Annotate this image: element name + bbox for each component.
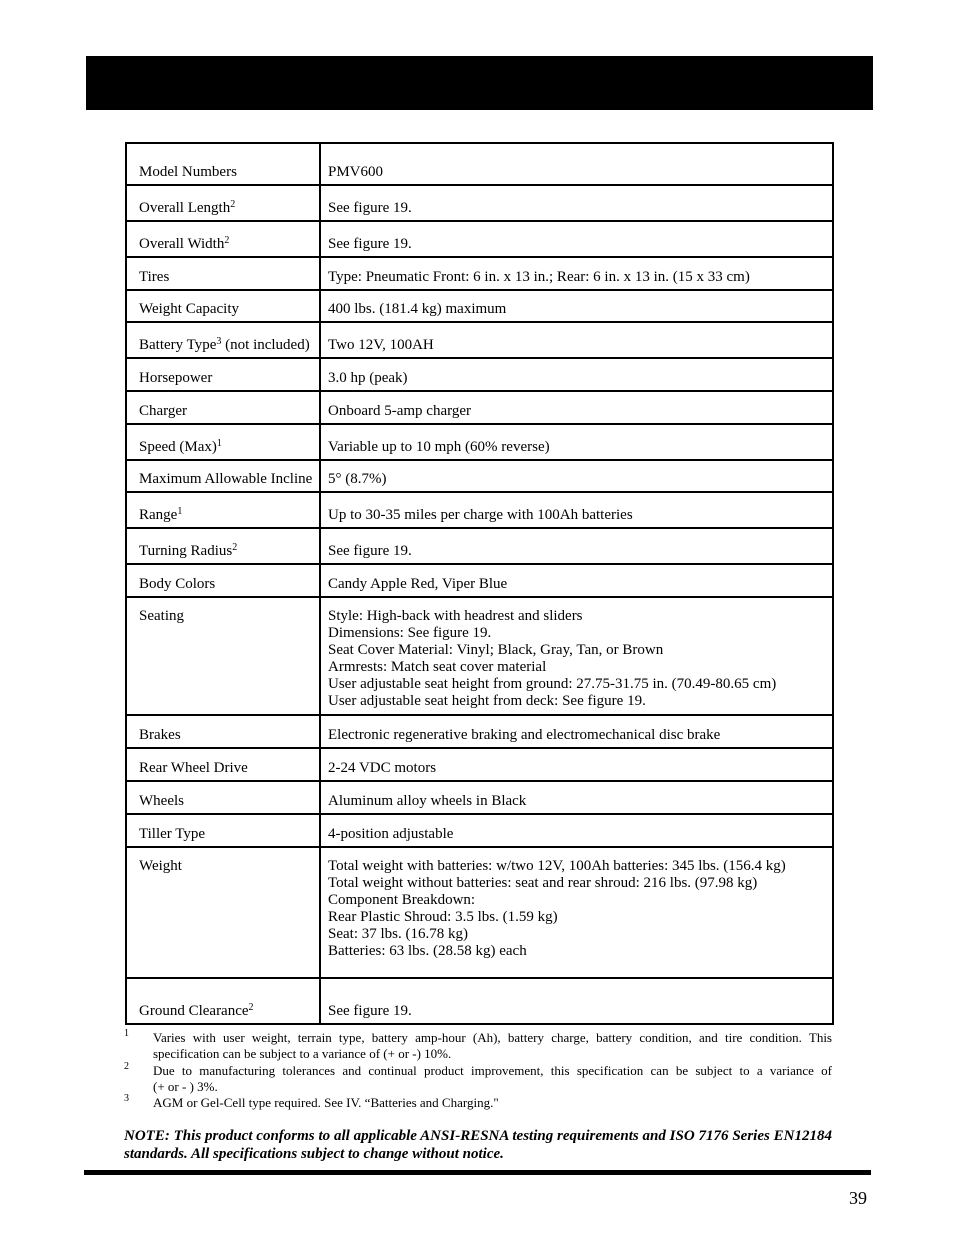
spec-value: Dimensions: See figure 19. [328,625,492,641]
spec-label: Speed (Max) [139,439,217,455]
spec-label: Tiller Type [139,826,206,842]
spec-value-cell [320,597,833,715]
spec-label-cell [126,597,320,715]
footnote [124,1095,832,1111]
compliance-note: NOTE: This product conforms to all applicable ANSI-RESNA testing requirements and ISO 7176 Series EN12184 standards. All specifications subject to change without notice. [124,1128,832,1162]
spec-label-cell [126,460,320,492]
spec-label-cell [126,814,320,847]
spec-row [126,257,833,290]
spec-label: Overall Width [139,236,225,252]
spec-value-cell [320,290,833,322]
footer-rule [84,1170,871,1175]
spec-label-cell [126,185,320,221]
spec-row [126,460,833,492]
spec-value-cell [320,143,833,185]
spec-value: Type: Pneumatic Front: 6 in. x 13 in.; Rear: 6 in. x 13 in. (15 x 33 cm) [328,269,750,285]
spec-value: Seat: 37 lbs. (16.78 kg) [328,926,468,942]
footnote-reference: 2 [230,199,236,210]
spec-value-cell [320,528,833,564]
spec-label: Horsepower [139,370,213,386]
spec-value-cell [320,978,833,1024]
spec-label: Ground Clearance [139,1003,249,1019]
page-number: 39 [849,1188,867,1208]
spec-value: 4-position adjustable [328,826,454,842]
spec-value: Onboard 5-amp charger [328,403,471,419]
spec-value: Total weight without batteries: seat and rear shroud: 216 lbs. (97.98 kg) [328,875,758,891]
spec-label: Battery Type [139,337,217,353]
spec-value-cell [320,221,833,257]
footnote-mark: 3 [124,1093,129,1104]
spec-value: Variable up to 10 mph (60% reverse) [328,439,550,455]
spec-value: See figure 19. [328,236,412,252]
spec-value-cell [320,492,833,528]
spec-value: 400 lbs. (181.4 kg) maximum [328,301,507,317]
spec-label-cell [126,424,320,460]
spec-value: Candy Apple Red, Viper Blue [328,576,508,592]
spec-label-cell [126,290,320,322]
spec-label: Rear Wheel Drive [139,760,248,776]
spec-value: User adjustable seat height from ground: 27.75-31.75 in. (70.49-80.65 cm) [328,676,777,692]
spec-row [126,221,833,257]
spec-label: Seating [139,608,184,624]
spec-value-cell [320,781,833,814]
spec-value: Up to 30-35 miles per charge with 100Ah batteries [328,507,633,523]
footnote-reference: 2 [232,542,238,553]
spec-value-cell [320,847,833,978]
spec-label: Body Colors [139,576,216,592]
footnote-text: specification can be subject to a variance of (+ or -) 10%. [153,1046,452,1061]
footnote-text: Varies with user weight, terrain type, battery amp-hour (Ah), battery charge, battery condition, and tire condition. This [153,1030,832,1045]
spec-value-cell [320,322,833,358]
spec-label: Turning Radius [139,543,233,559]
header-bar [86,56,873,110]
spec-value-cell [320,257,833,290]
spec-label: Brakes [139,727,181,743]
specifications-table [125,142,834,1025]
footnote-text: (+ or - ) 3%. [153,1079,218,1094]
spec-label-cell [126,257,320,290]
spec-label-cell [126,781,320,814]
spec-value: Batteries: 63 lbs. (28.58 kg) each [328,943,527,959]
spec-row [126,715,833,748]
spec-value: Style: High-back with headrest and sliders [328,608,583,624]
spec-value: Armrests: Match seat cover material [328,659,547,675]
spec-row [126,424,833,460]
spec-label-cell [126,322,320,358]
spec-value-cell [320,460,833,492]
spec-label-cell [126,221,320,257]
spec-row [126,143,833,185]
spec-row [126,528,833,564]
spec-row [126,597,833,715]
spec-value: 2-24 VDC motors [328,760,437,776]
spec-row [126,748,833,781]
footnote-reference: 3 [216,336,222,347]
spec-value-cell [320,564,833,597]
spec-value-cell [320,814,833,847]
spec-row [126,322,833,358]
spec-label: Tires [139,269,170,285]
spec-value: See figure 19. [328,543,412,559]
spec-label-cell [126,978,320,1024]
spec-value: Seat Cover Material: Vinyl; Black, Gray, Tan, or Brown [328,642,664,658]
spec-label: Weight Capacity [139,301,240,317]
spec-value: Two 12V, 100AH [328,337,434,353]
spec-value: Electronic regenerative braking and electromechanical disc brake [328,727,721,743]
spec-label-cell [126,847,320,978]
spec-label: Model Numbers [139,164,237,180]
spec-label-cell [126,358,320,391]
spec-row [126,185,833,221]
spec-row [126,847,833,978]
spec-value: PMV600 [328,164,384,180]
spec-label-cell [126,564,320,597]
spec-value-cell [320,424,833,460]
spec-value: 3.0 hp (peak) [328,370,408,386]
footnote-text: AGM or Gel-Cell type required. See IV. “Batteries and Charging." [153,1095,499,1110]
spec-label: Weight [139,858,182,874]
spec-label: Charger [139,403,188,419]
spec-value-cell [320,358,833,391]
footnote-reference: 2 [224,235,230,246]
spec-row [126,781,833,814]
spec-label: Overall Length [139,200,231,216]
spec-label: Range [139,507,178,523]
footnote [124,1030,832,1062]
spec-label: Wheels [139,793,184,809]
spec-row [126,358,833,391]
spec-label-cell [126,143,320,185]
spec-value-cell [320,391,833,424]
spec-label-cell [126,528,320,564]
spec-label-cell [126,748,320,781]
spec-label-cell [126,492,320,528]
spec-value-cell [320,748,833,781]
spec-value: User adjustable seat height from deck: See figure 19. [328,693,646,709]
spec-row [126,814,833,847]
spec-value-cell [320,185,833,221]
spec-row [126,492,833,528]
footnote-mark: 1 [124,1028,129,1039]
spec-row [126,564,833,597]
footnote-reference: 2 [248,1002,254,1013]
spec-value: Component Breakdown: [328,892,476,908]
footnote-reference: 1 [177,506,183,517]
footnote-reference: 1 [216,438,222,449]
spec-row [126,978,833,1024]
spec-value: See figure 19. [328,1003,412,1019]
spec-value: Rear Plastic Shroud: 3.5 lbs. (1.59 kg) [328,909,558,925]
spec-value-cell [320,715,833,748]
spec-row [126,290,833,322]
footnotes [124,1030,832,1111]
spec-label-cell [126,391,320,424]
spec-value: Aluminum alloy wheels in Black [328,793,527,809]
spec-label-suffix: (not included) [221,337,310,353]
spec-value: See figure 19. [328,200,412,216]
spec-value: Total weight with batteries: w/two 12V, 100Ah batteries: 345 lbs. (156.4 kg) [328,858,786,874]
spec-label-cell [126,715,320,748]
footnote-text: Due to manufacturing tolerances and continual product improvement, this specification can be subject to a variance of [153,1063,832,1078]
footnote-mark: 2 [124,1061,129,1072]
footnote [124,1063,832,1095]
spec-row [126,391,833,424]
spec-value: 5° (8.7%) [328,471,387,487]
spec-label: Maximum Allowable Incline [139,471,313,487]
